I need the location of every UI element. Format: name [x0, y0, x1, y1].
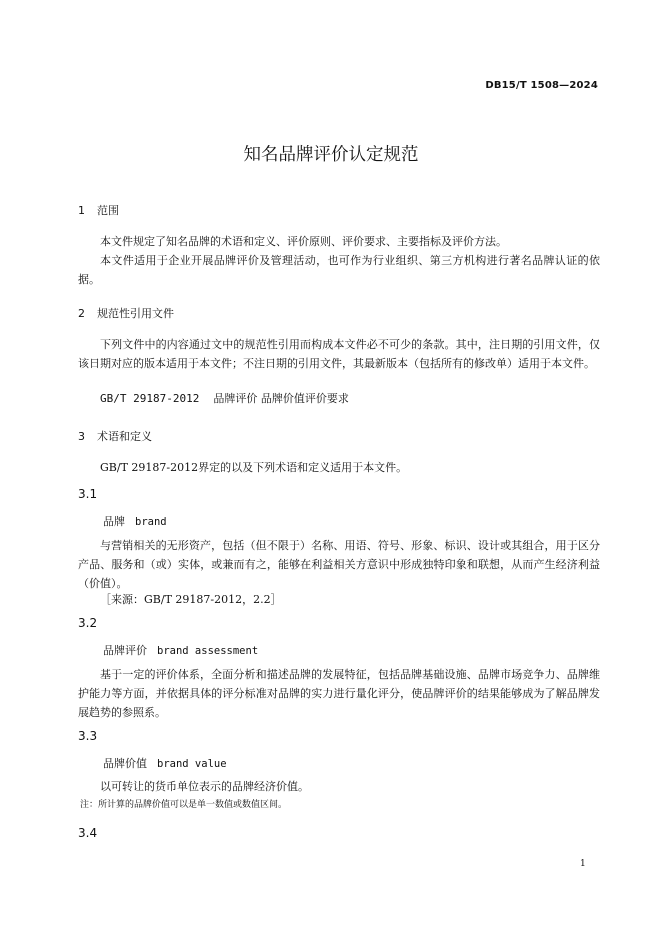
term-definition: 基于一定的评价体系，全面分析和描述品牌的发展特征，包括品牌基础设施、品牌市场竞争力、品牌维护能力等方面，并依据具体的评分标准对品牌的实力进行量化评分，使品牌评价的结果能够成为了解品牌发展趋势的参照系。: [78, 668, 600, 719]
paragraph-scope-2: 本文件适用于企业开展品牌评价及管理活动，也可作为行业组织、第三方机构进行著名品牌认证的依据。: [78, 254, 600, 286]
term-number: 3.4: [78, 826, 98, 840]
term-en: brand value: [157, 758, 227, 770]
term-note: 注：所计算的品牌价值可以是单一数值或数值区间。: [80, 800, 288, 810]
paragraph-terms-intro: GB/T 29187-2012界定的以及下列术语和定义适用于本文件。: [100, 461, 408, 474]
term-brand: [103, 513, 167, 529]
term-definition: 与营销相关的无形资产，包括（但不限于）名称、用语、符号、形象、标识、设计或其组合，用于区分产品、服务和（或）实体，或兼而有之，能够在利益相关方意识中形成独特印象和联想，从而产生经济利益（价值）。: [78, 539, 600, 590]
paragraph-normative-references: 下列文件中的内容通过文中的规范性引用而构成本文件必不可少的条款。其中，注日期的引用文件，仅该日期对应的版本适用于本文件；不注日期的引用文件，其最新版本（包括所有的修改单）适用于本文件。: [78, 338, 600, 370]
section-number: 2: [78, 307, 85, 320]
paragraph-scope-1: 本文件规定了知名品牌的术语和定义、评价原则、评价要求、主要指标及评价方法。: [100, 235, 507, 248]
page-number: 1: [580, 859, 586, 869]
section-heading-scope: [78, 202, 119, 218]
section-title: 规范性引用文件: [97, 307, 174, 320]
reference-name: 品牌评价 品牌价值评价要求: [213, 392, 349, 405]
term-number: 3.3: [78, 729, 98, 743]
term-source: ［来源：GB/T 29187-2012，2.2］: [100, 593, 282, 606]
term-zh: 品牌: [103, 515, 125, 528]
section-heading-terms: [78, 428, 152, 444]
section-number: 1: [78, 204, 85, 217]
term-zh: 品牌价值: [103, 757, 147, 770]
term-en: brand assessment: [157, 645, 259, 657]
term-brand-assessment: [103, 642, 258, 658]
reference-entry: [100, 390, 349, 406]
section-title: 术语和定义: [97, 430, 152, 443]
term-number: 3.1: [78, 487, 98, 501]
term-brand-value: [103, 755, 227, 771]
section-title: 范围: [97, 204, 119, 217]
reference-code: GB/T 29187-2012: [100, 392, 200, 405]
term-en: brand: [135, 516, 167, 528]
term-number: 3.2: [78, 616, 98, 630]
section-heading-normative-references: [78, 305, 174, 321]
term-definition: 以可转让的货币单位表示的品牌经济价值。: [100, 780, 309, 793]
document-title: 知名品牌评价认定规范: [243, 145, 419, 165]
section-number: 3: [78, 430, 85, 443]
document-code: DB15/T 1508—2024: [485, 80, 598, 91]
term-zh: 品牌评价: [103, 644, 147, 657]
